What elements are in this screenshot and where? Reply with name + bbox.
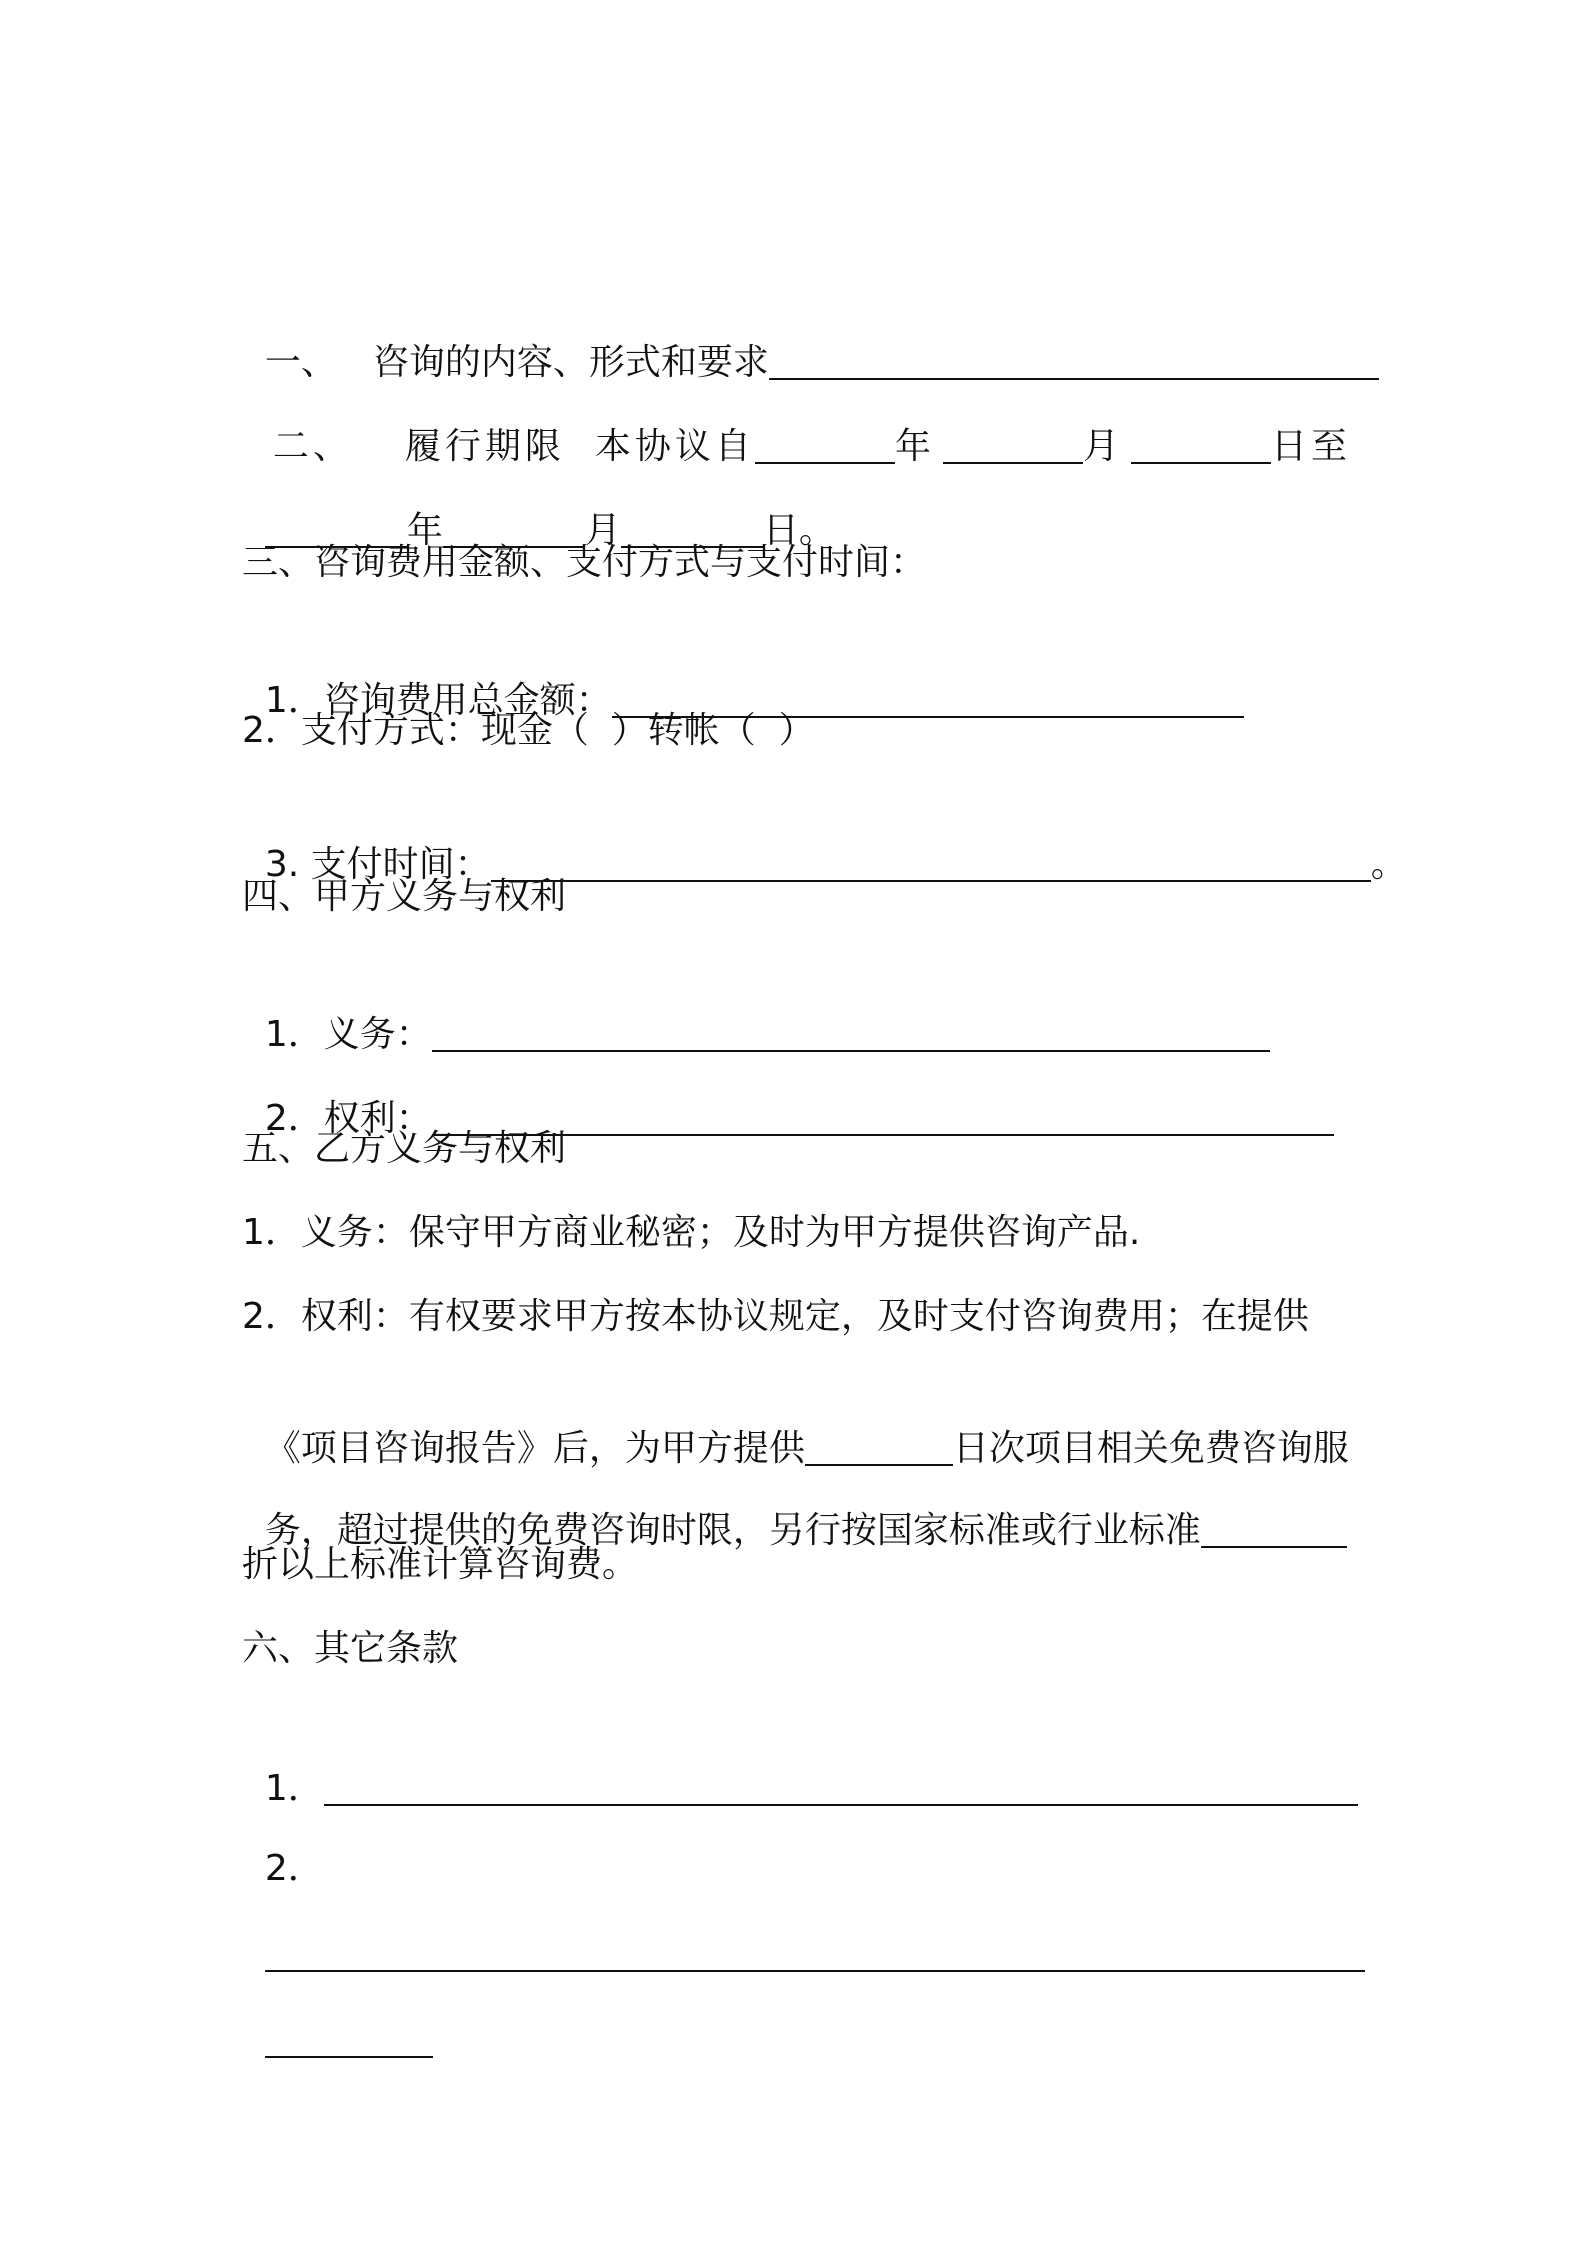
section2-lead: 本协议自 bbox=[594, 426, 755, 467]
partyA-duty-label: 1．义务： bbox=[264, 1014, 432, 1055]
start-month-label: 月 bbox=[1082, 426, 1123, 467]
section3-heading: 三、咨询费用金额、支付方式与支付时间： bbox=[242, 542, 927, 583]
section6-item1 bbox=[242, 1714, 1358, 1809]
section1-line bbox=[242, 288, 1379, 383]
start-day-label: 日至 bbox=[1270, 426, 1351, 467]
section5-item1: 1．义务：保守甲方商业秘密；及时为甲方提供咨询产品. bbox=[242, 1212, 1141, 1253]
section6-item2 bbox=[242, 1794, 324, 1889]
section2-line1 bbox=[242, 372, 1351, 467]
payment-time-blank[interactable] bbox=[491, 840, 1371, 882]
section5-item2-line2 bbox=[242, 1374, 1349, 1469]
section1-prefix: 一、 bbox=[264, 342, 337, 383]
fee-total-label: 1．咨询费用总金额： bbox=[264, 680, 612, 721]
section2-prefix: 二、 bbox=[272, 426, 353, 467]
section3-item2: 2．支付方式：现金（ ）转帐（ ） bbox=[242, 710, 815, 751]
end-month-label: 月 bbox=[584, 510, 621, 551]
discount-blank[interactable] bbox=[1201, 1506, 1347, 1548]
other-item2-label: 2． bbox=[264, 1848, 324, 1889]
other-item1-label: 1． bbox=[264, 1768, 324, 1809]
other-item2-blank-cont[interactable] bbox=[265, 2016, 433, 2058]
start-month-blank[interactable] bbox=[943, 422, 1083, 464]
partyA-right-label: 2．权利： bbox=[264, 1098, 432, 1139]
section4-item2 bbox=[242, 1044, 1334, 1139]
section5-heading: 五、乙方义务与权利 bbox=[242, 1128, 567, 1169]
section6-item2-blank-line2 bbox=[242, 1966, 433, 2016]
section6-heading: 六、其它条款 bbox=[242, 1628, 459, 1669]
section2-line2 bbox=[242, 456, 835, 551]
end-day-label: 日。 bbox=[762, 510, 835, 551]
payment-time-label: 3. 支付时间： bbox=[264, 844, 491, 885]
start-year-label: 年 bbox=[894, 426, 935, 467]
section2-label: 履行期限 bbox=[404, 426, 565, 467]
start-day-blank[interactable] bbox=[1131, 422, 1271, 464]
section4-heading: 四、甲方义务与权利 bbox=[242, 876, 567, 917]
section4-item1 bbox=[242, 960, 1270, 1055]
section5-item2-line3 bbox=[242, 1456, 1347, 1551]
section5-item2-line1: 2．权利：有权要求甲方按本协议规定，及时支付咨询费用；在提供 bbox=[242, 1296, 1309, 1337]
section6-item2-blank-line1 bbox=[242, 1880, 1365, 1930]
section5-item2-line4: 折以上标准计算咨询费。 bbox=[242, 1544, 639, 1585]
free-consult-text: 日次项目相关免费咨询服 bbox=[952, 1428, 1349, 1469]
section3-item3 bbox=[242, 790, 1407, 885]
payment-time-end: 。 bbox=[1370, 844, 1407, 885]
end-year-label: 年 bbox=[406, 510, 443, 551]
section3-item1 bbox=[242, 626, 1244, 721]
overtime-text: 务，超过提供的免费咨询时限，另行按国家标准或行业标准 bbox=[264, 1510, 1201, 1551]
report-text: 《项目咨询报告》后，为甲方提供 bbox=[264, 1428, 805, 1469]
other-item1-blank[interactable] bbox=[324, 1764, 1358, 1806]
section1-text: 咨询的内容、形式和要求 bbox=[372, 342, 769, 383]
partyA-right-blank[interactable] bbox=[432, 1094, 1334, 1136]
